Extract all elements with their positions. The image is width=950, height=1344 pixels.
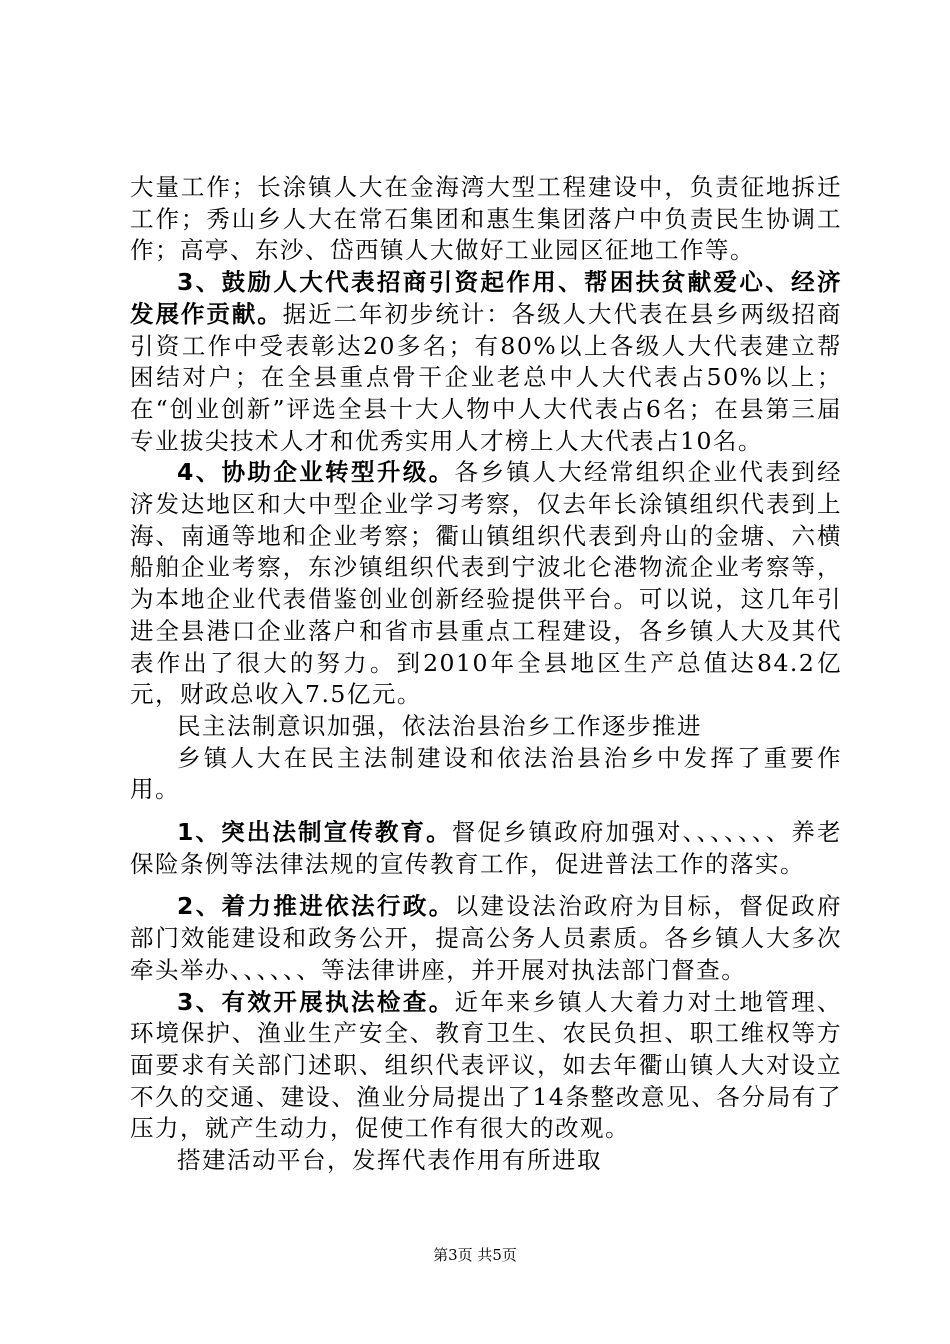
paragraph-heading: 3、鼓励人大代表招商引资起作用、帮困扶贫献爱心、经济发展作贡献。: [130, 268, 842, 328]
paragraph-text: 近年来乡镇人大着力对土地管理、环境保护、渔业生产安全、教育卫生、农民负担、职工维权等方面要求有关部门述职、组织代表评议，如去年衢山镇人大对设立不久的交通、建设、渔业分局提出了14条整改意见、各分局有了压力，就产生动力，促使工作有很大的改观。: [130, 987, 842, 1143]
paragraph-heading: 1、突出法制宣传教育。: [177, 818, 452, 847]
section-heading-text: 民主法制意识加强，依法治县治乡工作逐步推进: [177, 711, 702, 740]
paragraph-text: 各乡镇人大经常组织企业代表到经济发达地区和大中型企业学习考察，仅去年长涂镇组织代表到上海、南通等地和企业考察；衢山镇组织代表到舟山的金塘、六横船舶企业考察，东沙镇组织代表到宁波北仑港物流企业考察等，为本地企业代表借鉴创业创新经验提供平台。可以说，这几年引进全县港口企业落户和省市县重点工程建设，各乡镇人大及其代表作出了很大的努力。到2010年全县地区生产总值达84.2亿元，财政总收入7.5亿元。: [130, 458, 842, 709]
paragraph-enterprise-upgrade: [130, 457, 842, 711]
section-heading-text: 搭建活动平台，发挥代表作用有所进取: [177, 1146, 602, 1175]
paragraph-heading: 2、着力推进依法行政。: [177, 892, 455, 921]
paragraph-lawful-administration: [130, 891, 842, 986]
section-heading-activity-platform: [130, 1145, 842, 1177]
paragraph-legal-education: [130, 817, 842, 880]
paragraph-land-acquisition: [130, 172, 842, 267]
paragraph-rule-of-law-intro: [130, 743, 842, 806]
section-heading-rule-of-law: [130, 711, 842, 743]
paragraph-text: 乡镇人大在民主法制建设和依法治县治乡中发挥了重要作用。: [130, 743, 842, 804]
document-body: [130, 172, 842, 1177]
paragraph-text: 据近二年初步统计：各级人大代表在县乡两级招商引资工作中受表彰达20多名；有80%以上各级人大代表建立帮困结对户；在全县重点骨干企业老总中人大代表占50%以上；在“创业创新”评选全县十大人物中人大代表占6名；在县第三届专业拔尖技术人才和优秀实用人才榜上人大代表占10名。: [130, 299, 843, 455]
page-number-footer: 第3页 共5页: [433, 1246, 517, 1264]
paragraph-heading: 4、协助企业转型升级。: [177, 458, 455, 487]
paragraph-text: 大量工作；长涂镇人大在金海湾大型工程建设中，负责征地拆迁工作；秀山乡人大在常石集团和惠生集团落户中负责民生协调工作；高亭、东沙、岱西镇人大做好工业园区征地工作等。: [130, 173, 842, 265]
paragraph-text: 以建设法治政府为目标，督促政府部门效能建设和政务公开，提高公务人员素质。各乡镇人大多次牵头举办、、、、、、等法律讲座，并开展对执法部门督查。: [130, 892, 842, 984]
paragraph-heading: 3、有效开展执法检查。: [177, 987, 455, 1016]
paragraph-law-enforcement-inspection: [130, 987, 842, 1146]
paragraph-investment-poverty-relief: [130, 267, 842, 457]
paragraph-text: 督促乡镇政府加强对、、、、、、、养老保险条例等法律法规的宣传教育工作，促进普法工作的落实。: [130, 818, 842, 878]
